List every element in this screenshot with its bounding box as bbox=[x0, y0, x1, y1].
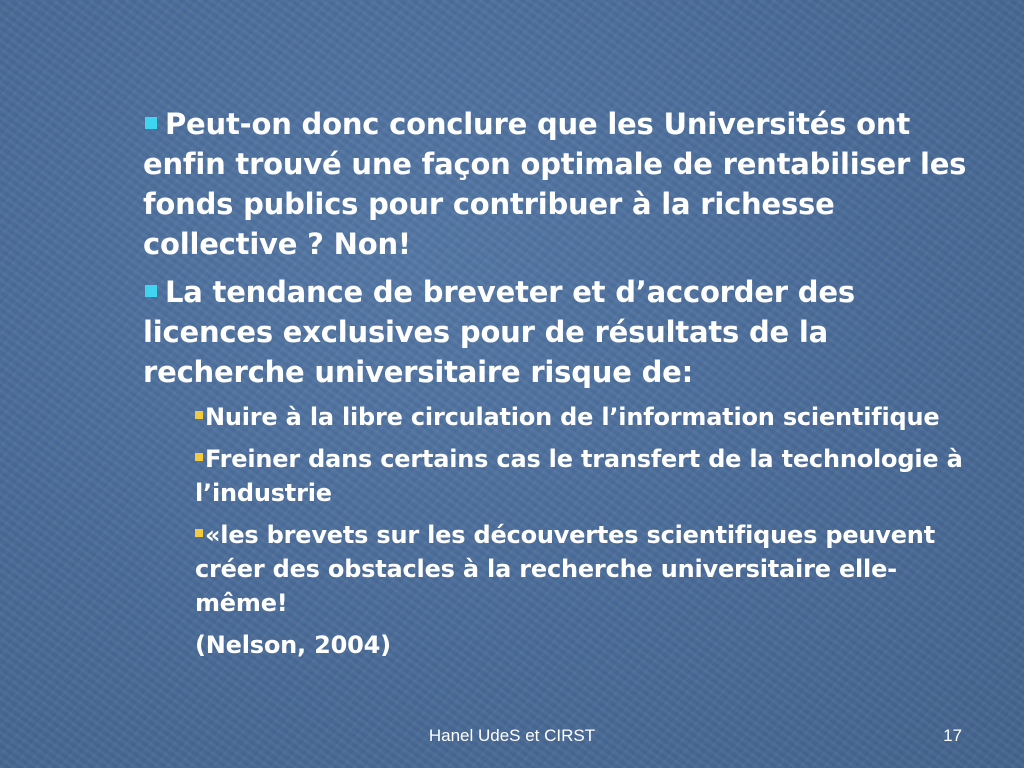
sub-bullet-item bbox=[195, 518, 973, 620]
slide-number: 17 bbox=[943, 726, 962, 745]
sub-bullet-text: «les brevets sur les découvertes scientifiques peuvent créer des obstacles à la recherche universitaire elle-même! bbox=[195, 521, 935, 617]
slide-body bbox=[143, 104, 973, 670]
sub-bullet-text: Freiner dans certains cas le transfert de la technologie à l’industrie bbox=[195, 445, 963, 507]
square-bullet-icon bbox=[195, 453, 203, 461]
square-bullet-icon bbox=[195, 411, 203, 419]
sub-bullet-text: Nuire à la libre circulation de l’information scientifique bbox=[205, 403, 940, 431]
bullet-item bbox=[143, 272, 973, 392]
square-bullet-icon bbox=[145, 285, 157, 297]
bullet-item bbox=[143, 104, 973, 264]
bullet-text: Peut-on donc conclure que les Universités ont enfin trouvé une façon optimale de rentabiliser les fonds publics pour contribuer à la richesse collective ? Non! bbox=[143, 107, 967, 261]
square-bullet-icon bbox=[145, 117, 157, 129]
sub-bullet-list bbox=[195, 400, 973, 662]
bullet-text: La tendance de breveter et d’accorder des licences exclusives pour de résultats de la recherche universitaire risque de: bbox=[143, 275, 855, 389]
citation: (Nelson, 2004) bbox=[195, 631, 391, 659]
sub-bullet-item bbox=[195, 442, 973, 510]
square-bullet-icon bbox=[195, 529, 203, 537]
sub-bullet-item bbox=[195, 400, 973, 434]
footer-text: Hanel UdeS et CIRST bbox=[428, 726, 596, 745]
